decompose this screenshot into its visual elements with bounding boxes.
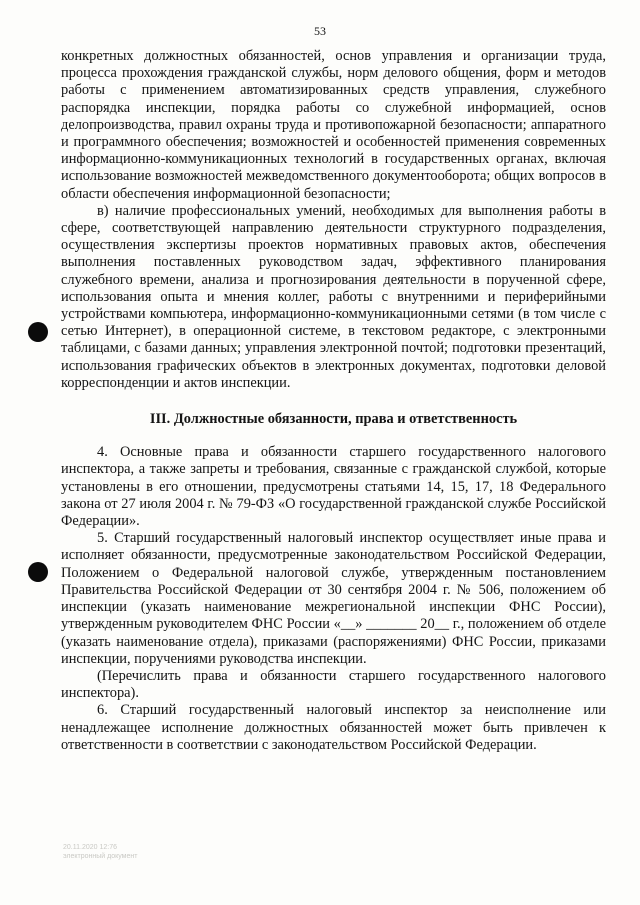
paragraph-skills: в) наличие профессиональных умений, необходимых для выполнения работы в сфере, соответствующей направлению деятельности структурного подразделения, осуществления экспертизы проектов нормативных правовых актов, обеспечения выполнения поставленных руководством задач, эффективного планирования служебного времени, анализа и прогнозирования деятельности в порученной сфере, использования опыта и мнения коллег, работы с внутренними и периферийными устройствами компьютера, информационно-коммуникационными сетями (в том числе с сетью Интернет), в операционной системе, в текстовом редакторе, с электронными таблицами, с базами данных; управления электронной почтой; подготовки презентаций, использования графических объектов в электронных документах, подготовки деловой корреспонденции и актов инспекции. bbox=[61, 202, 606, 391]
paragraph-knowledge-continued: конкретных должностных обязанностей, основ управления и организации труда, процесса прохождения гражданской службы, норм делового общения, форм и методов работы с применением автоматизированных средств управления, служебного распорядка инспекции, порядка работы со служебной информацией, основ делопроизводства, правил охраны труда и противопожарной безопасности; аппаратного и программного обеспечения; возможностей и особенностей применения современных информационно-коммуникационных технологий в государственных органах, включая использование возможностей межведомственного документооборота; общих вопросов в области обеспечения информационной безопасности; bbox=[61, 48, 606, 202]
paragraph-item-5: 5. Старший государственный налоговый инспектор осуществляет иные права и исполняет обязанности, предусмотренные законодательством Российской Федерации, Положением о Федеральной налоговой службе, утвержденным постановлением Правительства Российской Федерации от 30 сентября 2004 г. № 506, положением об инспекции (указать наименование межрегиональной инспекции ФНС России), утвержденным руководителем ФНС России «__» _______ 20__ г., положением об отделе (указать наименование отдела), приказами (распоряжениями) ФНС России, приказами инспекции, поручениями руководства инспекции. bbox=[61, 530, 606, 667]
punch-hole bbox=[28, 322, 48, 342]
document-body bbox=[61, 48, 606, 754]
punch-hole bbox=[28, 562, 48, 582]
paragraph-item-5-note: (Перечислить права и обязанности старшего государственного налогового инспектора). bbox=[61, 667, 606, 702]
page-number: 53 bbox=[314, 24, 326, 38]
paragraph-item-6: 6. Старший государственный налоговый инспектор за неисполнение или ненадлежащее исполнение должностных обязанностей может быть привлечен к ответственности в соответствии с законодательством Российской Федерации. bbox=[61, 702, 606, 753]
section-heading: III. Должностные обязанности, права и ответственность bbox=[149, 411, 518, 428]
paragraph-item-4: 4. Основные права и обязанности старшего государственного налогового инспектора, а также запреты и требования, связанные с гражданской службой, которые установлены в его отношении, предусмотрены статьями 14, 15, 17, 18 Федерального закона от 27 июля 2004 г. № 79-ФЗ «О государственной гражданской службе Российской Федерации». bbox=[61, 444, 606, 530]
faint-stamp: 20.11.2020 12:76 электронный документ bbox=[63, 844, 138, 860]
